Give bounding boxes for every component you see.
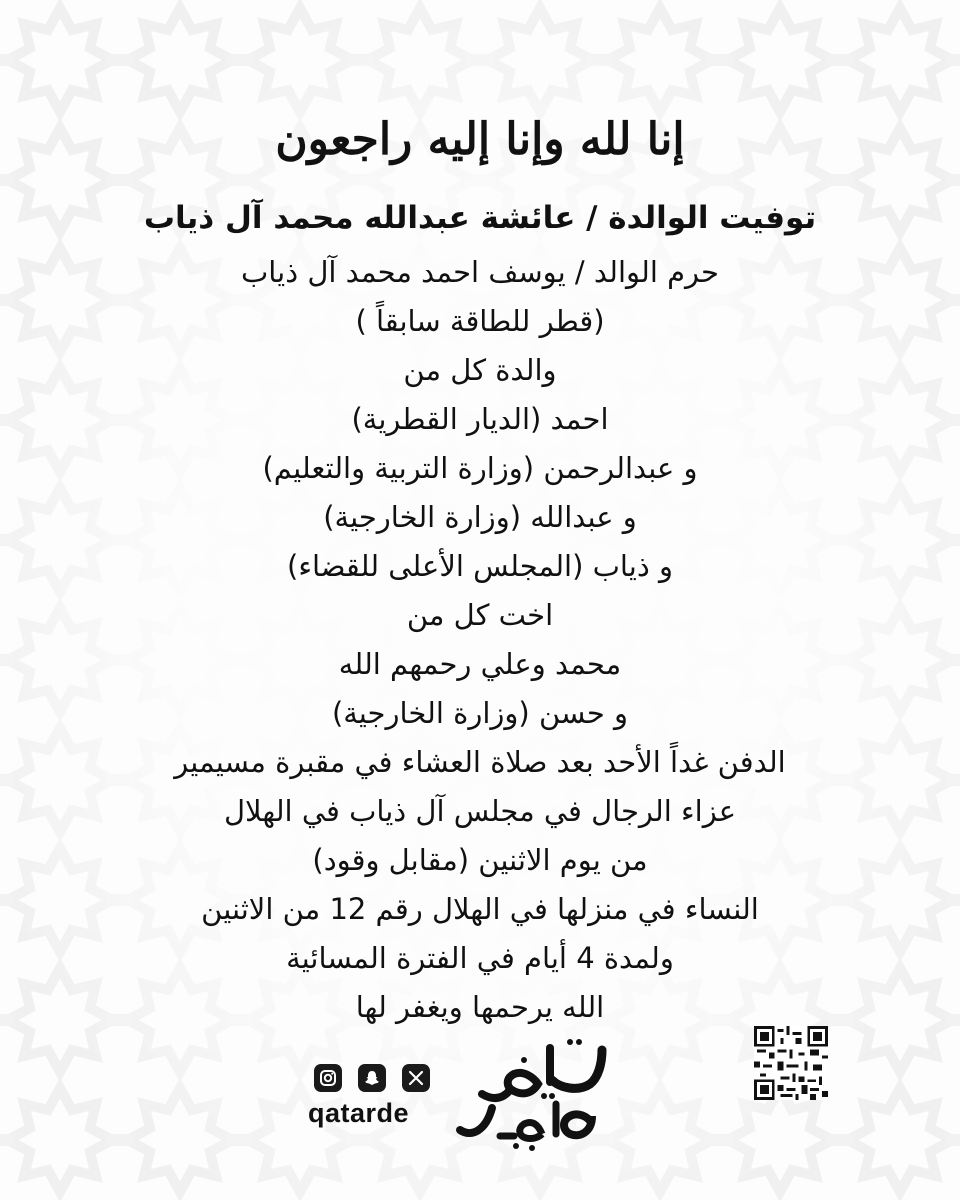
notice-line: و ذياب (المجلس الأعلى للقضاء): [287, 549, 673, 583]
quran-verse-calligraphy: إنا لله وإنا إليه راجعون: [275, 114, 685, 165]
notice-line: عزاء الرجال في مجلس آل ذياب في الهلال: [223, 794, 737, 828]
wafiyat-qatar-logo: [452, 1034, 622, 1154]
instagram-icon[interactable]: [314, 1064, 342, 1092]
notice-line: و عبدالله (وزارة الخارجية): [323, 500, 637, 534]
notice-line: ولمدة 4 أيام في الفترة المسائية: [286, 941, 674, 975]
notice-line: و عبدالرحمن (وزارة التربية والتعليم): [262, 451, 698, 485]
notice-line: اخت كل من: [406, 598, 554, 632]
notice-line: (قطر للطاقة سابقاً ): [355, 304, 605, 338]
social-handle[interactable]: qatarde: [308, 1098, 410, 1128]
notice-line: محمد وعلي رحمهم الله: [338, 647, 622, 681]
notice-line: الدفن غداً الأحد بعد صلاة العشاء في مقبرة مسيمير: [174, 745, 786, 779]
notice-line: حرم الوالد / يوسف احمد محمد آل ذياب: [240, 255, 719, 289]
qr-code[interactable]: [754, 1026, 828, 1100]
notice-line: احمد (الديار القطرية): [351, 402, 609, 436]
obituary-text: [60, 196, 900, 1032]
notice-line: والدة كل من: [403, 353, 557, 387]
social-links: [308, 1064, 444, 1134]
notice-line: الله يرحمها ويغفر لها: [355, 990, 605, 1024]
notice-line: النساء في منزلها في الهلال رقم 12 من الاثنين: [201, 892, 759, 926]
notice-line: من يوم الاثنين (مقابل وقود): [312, 843, 648, 877]
headline: توفيت الوالدة / عائشة عبدالله محمد آل ذياب: [143, 200, 817, 236]
snapchat-icon[interactable]: [358, 1064, 386, 1092]
notice-line: و حسن (وزارة الخارجية): [331, 696, 629, 730]
x-icon[interactable]: [402, 1064, 430, 1092]
